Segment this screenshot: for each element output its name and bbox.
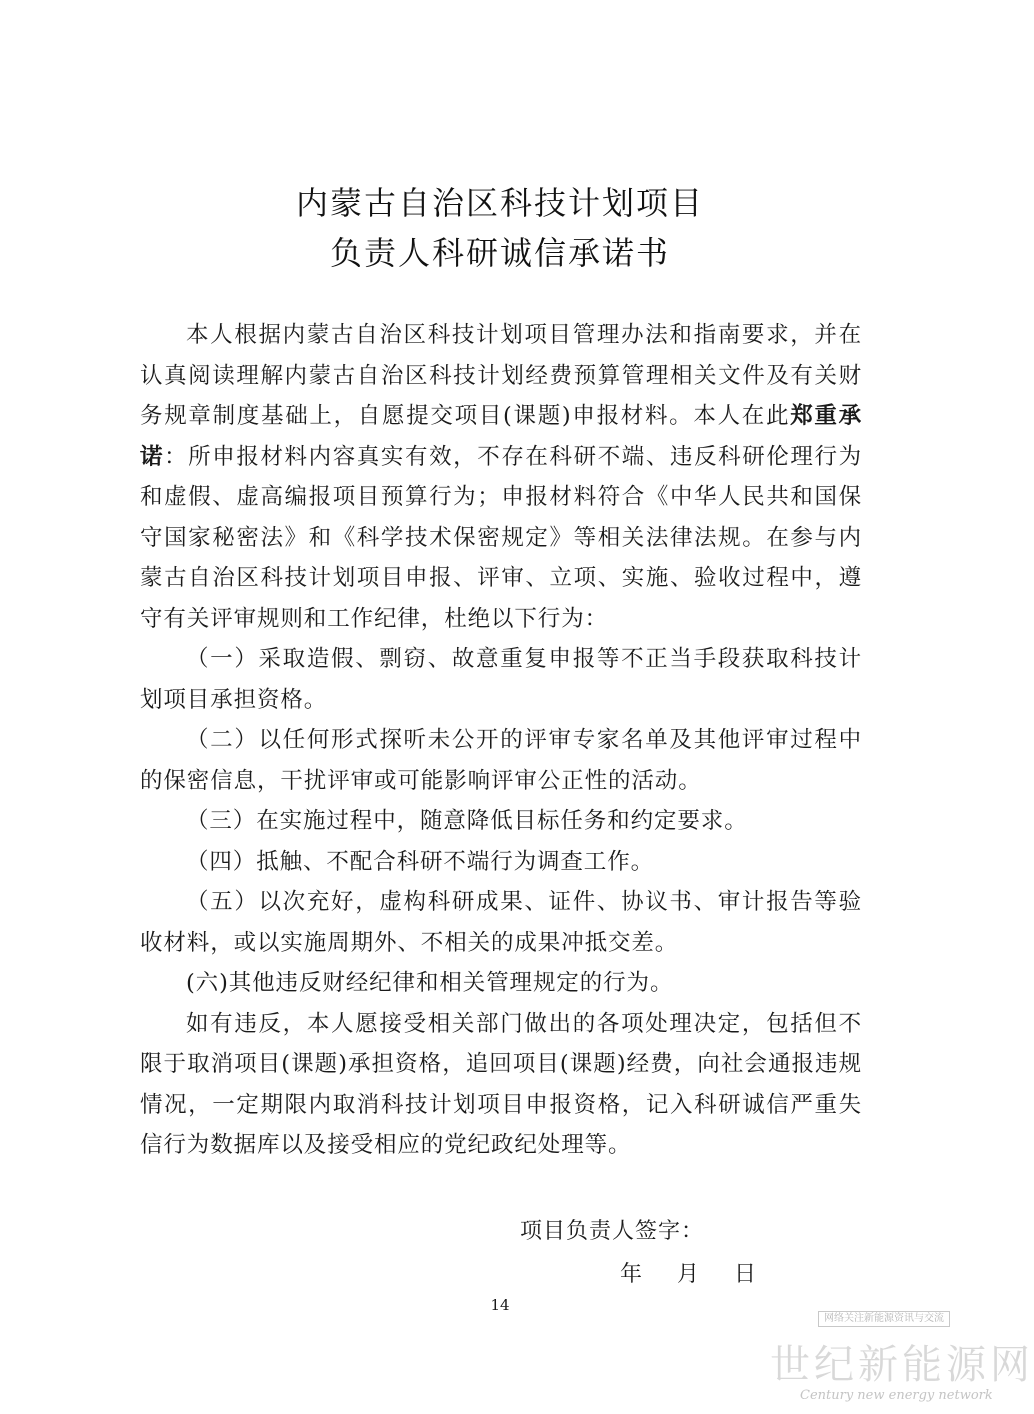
intro-text-pre: 本人根据内蒙古自治区科技计划项目管理办法和指南要求，并在认真阅读理解内蒙古自治区科技计划经费预算管理相关文件及有关财务规章制度基础上，自愿提交项目(课题)申报材料。本人在此: [140, 322, 862, 429]
date-day: 日: [734, 1262, 758, 1287]
closing-paragraph: 如有违反，本人愿接受相关部门做出的各项处理决定，包括但不限于取消项目(课题)承担资格，追回项目(课题)经费，向社会通报违规情况，一定期限内取消科技计划项目申报资格，记入科研诚信严重失信行为数据库以及接受相应的党纪政纪处理等。: [140, 1010, 862, 1158]
document-title-line1: 内蒙古自治区科技计划项目: [295, 184, 704, 222]
intro-emphasis: 郑重承诺: [140, 403, 862, 470]
commitment-item-4: （四）抵触、不配合科研不端行为调查工作。: [186, 848, 655, 875]
signature-date: [620, 1257, 791, 1288]
commitment-item-2: （二）以任何形式探听未公开的评审专家名单及其他评审过程中的保密信息，干扰评审或可能影响评审公正性的活动。: [140, 727, 862, 794]
document-title-line2: 负责人科研诚信承诺书: [329, 234, 670, 272]
document-body: [140, 315, 862, 1166]
commitment-item-1: （一）采取造假、剽窃、故意重复申报等不正当手段获取科技计划项目承担资格。: [140, 646, 862, 713]
commitment-item-6: (六)其他违反财经纪律和相关管理规定的行为。: [186, 970, 674, 996]
commitment-item-5: （五）以次充好，虚构科研成果、证件、协议书、审计报告等验收材料，或以实施周期外、不相关的成果冲抵交差。: [140, 889, 862, 956]
watermark-tagline: 网络关注新能源资讯与交流: [818, 1311, 950, 1327]
date-year: 年: [620, 1262, 644, 1287]
date-month: 月: [677, 1262, 701, 1287]
page-number: 14: [490, 1296, 510, 1314]
intro-text-post: ：所申报材料内容真实有效，不存在科研不端、违反科研伦理行为和虚假、虚高编报项目预算行为；申报材料符合《中华人民共和国保守国家秘密法》和《科学技术保密规定》等相关法律法规。在参与内蒙古自治区科技计划项目申报、评审、立项、实施、验收过程中，遵守有关评审规则和工作纪律，杜绝以下行为：: [140, 443, 862, 632]
intro-paragraph: [140, 315, 862, 639]
signature-label: 项目负责人签字：: [520, 1219, 705, 1244]
watermark-logo: 世纪新能源网: [770, 1342, 1034, 1388]
commitment-item-3: （三）在实施过程中，随意降低目标任务和约定要求。: [186, 808, 748, 834]
watermark-english: Century new energy network: [800, 1388, 993, 1403]
